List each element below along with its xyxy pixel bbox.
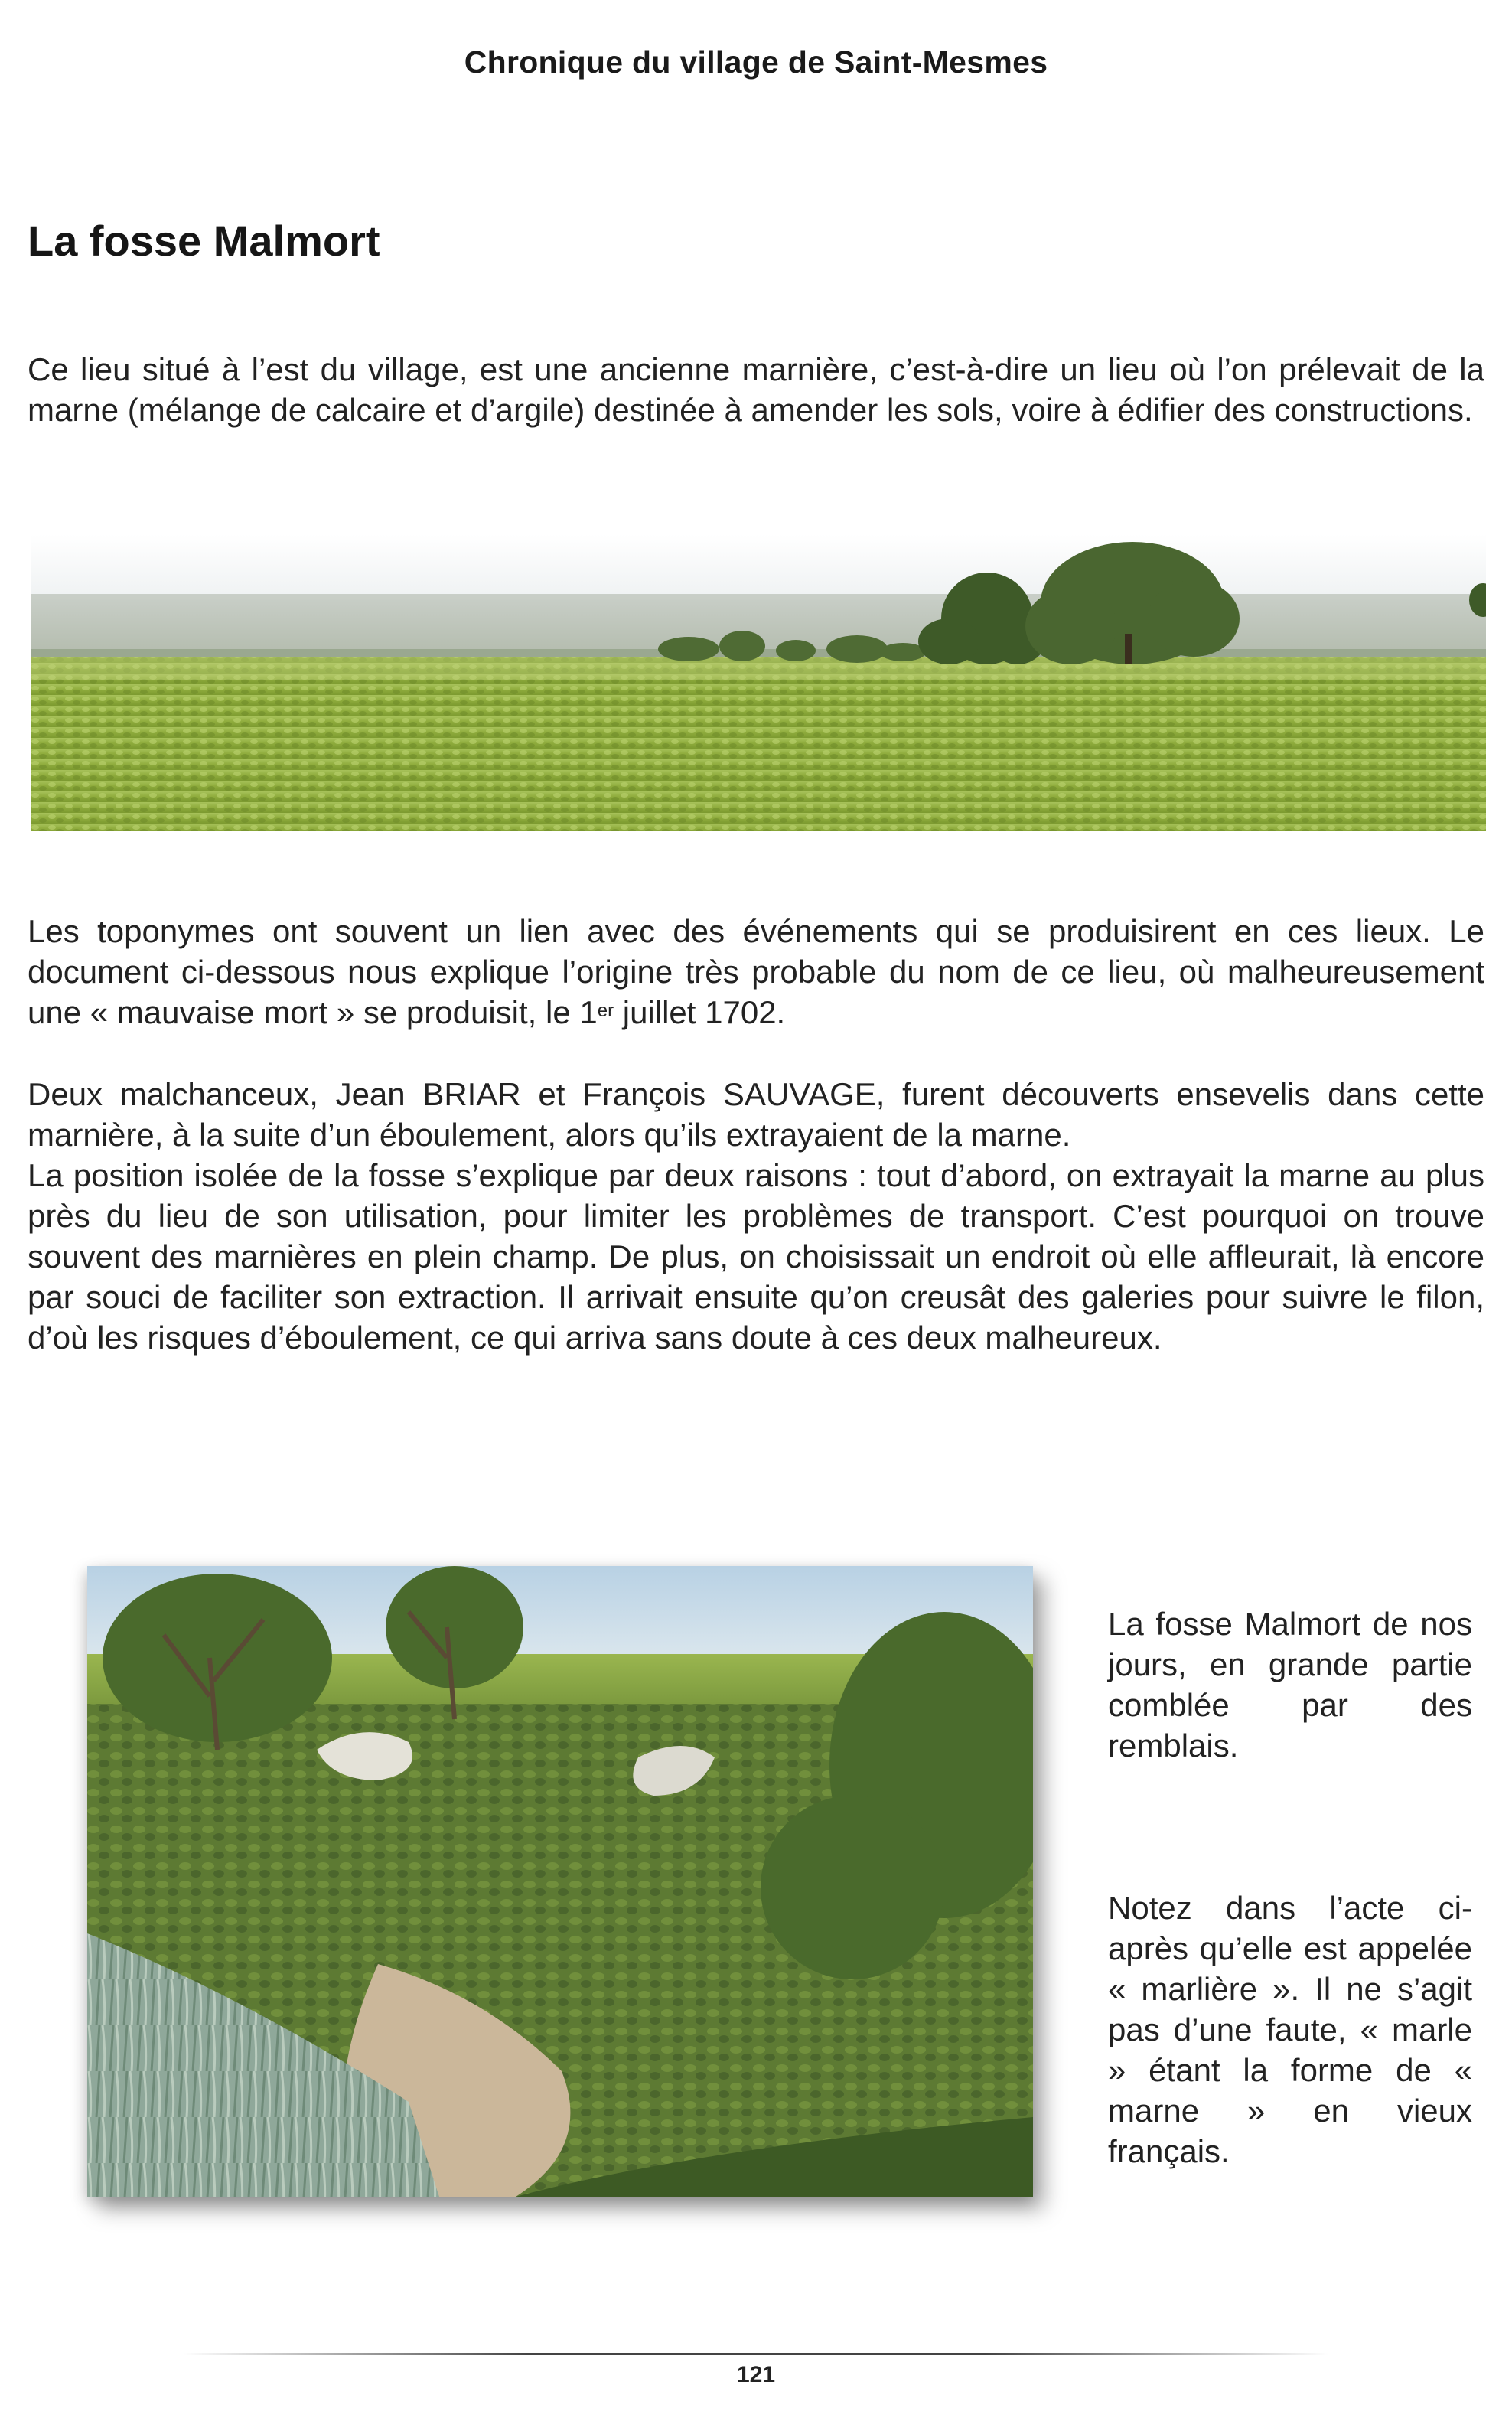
footer-divider (184, 2353, 1328, 2355)
photo-caption-second: Notez dans l’acte ci-après qu’elle est appelée « marlière ». Il ne s’agit pas d’une faute, « marle » étant la forme de « marne » en vieux français. (1108, 1890, 1472, 2169)
running-header: Chronique du village de Saint-Mesmes (464, 44, 1048, 80)
toponym-date: juillet 1702. (614, 994, 786, 1030)
section-title: La fosse Malmort (28, 217, 380, 265)
toponym-paragraph (28, 911, 1484, 1033)
toponym-text: Les toponymes ont souvent un lien avec des événements qui se produisirent en ces lieux. Le document ci-dessous nous explique l’origine très probable du nom de ce lieu, où malheureusement une « mauvaise mort » se produisit, le 1 (28, 913, 1484, 1030)
photo-caption-first: La fosse Malmort de nos jours, en grande partie comblée par des remblais. (1108, 1606, 1472, 1764)
field-panorama-photo (31, 534, 1486, 831)
victims-paragraph: Deux malchanceux, Jean BRIAR et François SAUVAGE, furent découverts ensevelis dans cette marnière, à la suite d’un éboulement, alors qu’ils extrayaient de la marne. (28, 1076, 1484, 1153)
ordinal-superscript: er (597, 1000, 614, 1021)
intro-paragraph: Ce lieu situé à l’est du village, est une ancienne marnière, c’est-à-dire un lieu où l’on prélevait de la marne (mélange de calcaire et d’argile) destinée à amender les sols, voire à édifier des constructions. (28, 351, 1484, 428)
position-paragraph: La position isolée de la fosse s’explique par deux raisons : tout d’abord, on extrayait la marne au plus près du lieu de son utilisation, pour limiter les problèmes de transport. C’est pourquoi on trouve souvent des marnières en plein champ. De plus, on choisissait un endroit où elle affleurait, là encore par souci de faciliter son extraction. Il arrivait ensuite qu’on creusât des galeries pour suivre le filon, d’où les risques d’éboulement, ce qui arriva sans doute à ces deux malheureux. (28, 1157, 1484, 1356)
page-number: 121 (736, 2362, 776, 2387)
fosse-malmort-photo (87, 1566, 1033, 2197)
